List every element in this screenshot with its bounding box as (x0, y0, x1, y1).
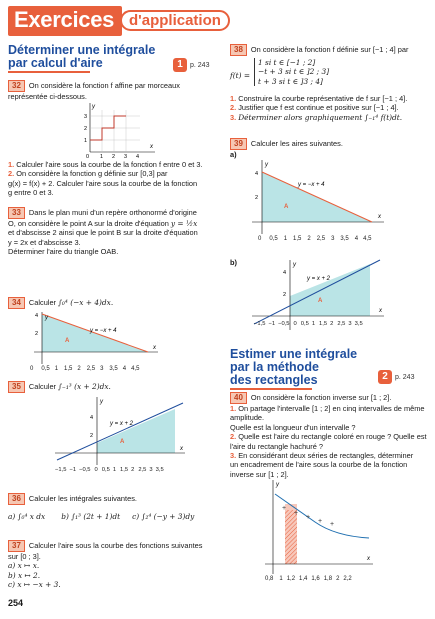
svg-text:y = x + 2: y = x + 2 (307, 276, 331, 282)
ex38-text: 38 On considère la fonction f définie sur [−1 ; 4] par (230, 44, 430, 56)
svg-text:1: 1 (84, 138, 88, 144)
svg-text:x: x (153, 345, 156, 351)
svg-text:0: 0 (86, 154, 90, 158)
svg-text:A: A (65, 338, 70, 344)
svg-text:A: A (318, 298, 323, 304)
svg-text:y: y (45, 315, 48, 321)
svg-text:+: + (306, 514, 311, 521)
ex38-questions: 1. Construire la courbe représentative de f sur [−1 ; 4]. 2. Justifier que f est continue et positive sur [−1 ; 4]. 3. Déterminer alors graphiquement ∫₋₁⁴ f(t)dt. (230, 94, 408, 122)
page-number: 254 (8, 598, 24, 608)
section-badge-1: 1 (173, 58, 187, 72)
svg-text:x: x (180, 446, 183, 452)
ex40-text: 40 On considère la fonction inverse sur [1 ; 2]. 1. On partage l'intervalle [1 ; 2] en cinq intervalles de même amplitude. Quelle est la longueur d'un intervalle ? 2. Quelle est l'aire du rectangle coloré en rouge ? Quelle est l'aire du rectangle hachuré ? 3. En considérant deux séries de rectangles, déterminer un encadrement de l'aire sous la courbe de la fonction inverse sur [1 ; 2]. (230, 393, 427, 479)
ex37-text: 37 Calculer l'aire sous la courbe des fonctions suivantes sur [0 ; 3]. a) x ↦ x. b) x ↦ 2. c) x ↦ −x + 3. (8, 541, 203, 590)
svg-text:y: y (293, 262, 296, 268)
svg-text:y = −x + 4: y = −x + 4 (90, 328, 117, 334)
svg-text:4: 4 (136, 154, 140, 158)
svg-text:x: x (367, 556, 370, 562)
ex35-graph (55, 395, 190, 465)
section-title-1: Déterminer une intégrale par calcul d'aire (8, 44, 155, 73)
svg-text:+: + (330, 521, 335, 528)
svg-text:y = x + 2: y = x + 2 (110, 421, 134, 427)
svg-text:A: A (120, 439, 125, 445)
svg-text:2: 2 (90, 433, 94, 439)
svg-text:4: 4 (35, 313, 39, 319)
g32-xlabel: x (150, 144, 153, 150)
svg-text:+: + (282, 505, 287, 512)
page-ref-1: p. 243 (190, 62, 210, 69)
ex39b-xticks: −1,5 −1 −0,5 0 0,5 1 1,5 2 2,5 3 3,5 (254, 321, 363, 327)
svg-text:2: 2 (255, 195, 259, 201)
svg-text:+: + (318, 518, 323, 525)
svg-text:+: + (294, 510, 299, 517)
ex32-questions: 1. Calculer l'aire sous la courbe de la fonction f entre 0 et 3. 2. On considère la fonction g définie sur [0,3] par g(x) = f(x) + 2. Calculer l'aire sous la courbe de la fonction g entre 0 et 3. (8, 160, 203, 198)
ex39a-xticks: 0 0,5 1 1,5 2 2,5 3 3,5 4 4,5 (258, 236, 372, 242)
svg-text:4: 4 (90, 415, 94, 421)
section-title-2: Estimer une intégrale par la méthode des rectangles (230, 348, 357, 390)
svg-text:y: y (276, 482, 279, 488)
ex40-xticks: 0,8 1 1,2 1,4 1,6 1,8 2 2,2 (265, 576, 352, 582)
header-title: Exercices (8, 6, 122, 36)
ex32-graph (80, 100, 160, 158)
ex40-graph (265, 478, 375, 574)
ex32-intro: 32 On considère la fonction f affine par morceaux représentée ci-dessous. (8, 81, 180, 101)
svg-text:A: A (284, 204, 289, 210)
svg-text:2: 2 (112, 154, 116, 158)
ex36-items: a) ∫₀⁴ x dx b) ∫₁³ (2t + 1)dt c) ∫₂⁴ (−y + 3)dy (8, 512, 195, 521)
ex35-text: 35 Calculer ∫₋₁³ (x + 2)dx. (8, 381, 213, 393)
svg-text:1: 1 (100, 154, 104, 158)
section-badge-2: 2 (378, 370, 392, 384)
ex34-xticks: 0 0,5 1 1,5 2 2,5 3 3,5 4 4,5 (30, 366, 140, 372)
svg-text:3: 3 (84, 114, 88, 120)
page-ref-2: p. 243 (395, 374, 415, 381)
ex36-text: 36 Calculer les intégrales suivantes. (8, 493, 218, 505)
svg-text:4: 4 (283, 270, 287, 276)
ex39a-graph (248, 158, 388, 234)
page-header (0, 0, 435, 38)
svg-text:y: y (100, 399, 103, 405)
ex35-xticks: −1,5 −1 −0,5 0 0,5 1 1,5 2 2,5 3 3,5 (55, 467, 164, 473)
svg-text:2: 2 (35, 331, 39, 337)
ex39b-label: b) (230, 258, 237, 267)
header-tag: d'application (120, 10, 230, 31)
svg-text:y: y (265, 162, 268, 168)
svg-text:2: 2 (283, 292, 287, 298)
svg-text:2: 2 (84, 126, 88, 132)
ex39-text: 39 Calculer les aires suivantes. a) (230, 139, 343, 159)
svg-text:3: 3 (124, 154, 128, 158)
ex33-text: 33 Dans le plan muni d'un repère orthonormé d'origine O, on considère le point A sur la droite d'équation y = ½x et d'abscisse 2 ainsi que le point B sur la droite d'équation y = 2x et d'abscisse 3. Déterminer l'aire du triangle OAB. (8, 208, 198, 257)
svg-text:4: 4 (255, 171, 259, 177)
ex34-text: 34 Calculer ∫₀⁴ (−x + 4)dx. (8, 297, 213, 309)
svg-text:x: x (379, 308, 382, 314)
g32-ylabel: y (92, 104, 95, 110)
ex34-graph (30, 312, 160, 364)
svg-text:y = −x + 4: y = −x + 4 (298, 182, 325, 188)
svg-text:x: x (378, 214, 381, 220)
